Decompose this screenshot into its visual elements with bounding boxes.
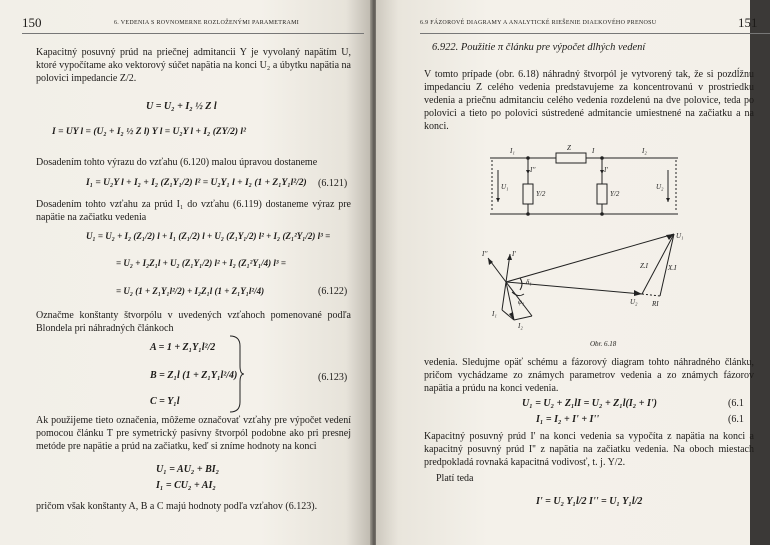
phasor-label-delta: δ₁ <box>526 278 532 286</box>
left-eq-e2: B = Z₁l (1 + Z₁Y₁l²/4) <box>150 370 238 381</box>
phasor-label-xi: X.I <box>668 264 677 272</box>
right-eq-b-number: (6.1 <box>728 414 744 425</box>
right-paragraph-1: V tomto prípade (obr. 6.18) náhradný štvorpól je vytvorený tak, že si pozdĺžnu impedanciu Z celého vedenia predstavujeme za koncentrovanú v prostriedku vedenia a priečnu admitanciu celého vedenia rozdelenú na dve polovice, teda po polovici a tieto po polovici sústredené admitancie umiestnené na začiatku a na konci. <box>424 69 754 132</box>
circuit-label-z: Z <box>567 144 571 152</box>
admittance-left <box>523 184 533 204</box>
circuit-label-i1: I₁ <box>510 147 515 155</box>
left-eq-e-number: (6.123) <box>318 372 348 383</box>
circuit-label-u1: U₁ <box>501 183 509 191</box>
circuit-label-i-prime: I' <box>604 166 608 174</box>
left-eq-d2: = U₂ + I₂Z₁l + U₂ (Z₁Y₁/2) l² + I₂ (Z₁²Y₁/4) l³ = <box>116 258 286 268</box>
circuit-label-y-right: Y/2 <box>610 190 620 198</box>
left-eq-d-number: (6.122) <box>318 286 348 297</box>
right-page <box>376 0 758 545</box>
left-page <box>0 0 372 545</box>
left-eq-f2: I₁ = CU₂ + AI₂ <box>156 480 216 491</box>
phasor-label-u1: U₁ <box>676 232 684 240</box>
left-eq-c-number: (6.121) <box>318 178 348 189</box>
phasor-label-ip: I' <box>512 250 516 258</box>
right-eq-c: I' = U₂ Y₁l/2 I'' = U₁ Y₁l/2 <box>536 496 643 507</box>
left-eq-d1: U₁ = U₂ + I₂ (Z₁/2) l + I₁ (Z₁/2) l + U₂ (Z₁Y₁/2) l² + I₂ (Z₁²Y₁/2) l³ = <box>86 231 331 241</box>
left-paragraph-5: Ak použijeme tieto označenia, môžeme označovať vzťahy pre výpočet vedení pomocou článku T pre symetrický pasívny štvorpól podobne ako pri presnej metóde pre napätie a prúd na začiatku, keď si zníme hodnoty na konci <box>36 415 351 452</box>
right-running-header <box>420 13 770 34</box>
left-paragraph-4: Označme konštanty štvorpólu v uvedených vzťahoch pomenované podľa Blondela pri náhradných článkoch <box>36 310 351 334</box>
phasor-label-phi: φ₁ <box>518 298 525 306</box>
left-eq-b: I = UY l = (U₂ + I₂ ½ Z l) Y l = U₂Y l + I₂ (ZY/2) l² <box>52 127 246 137</box>
right-page-number: 151 <box>738 15 758 30</box>
left-eq-e3: C = Y₁l <box>150 396 180 407</box>
left-eq-brace <box>228 334 244 414</box>
impedance-z <box>556 153 586 163</box>
right-running-head: 6.9 FÁZOROVÉ DIAGRAMY A ANALYTICKÉ RIEŠENIE DIAĽKOVÉHO PRENOSU <box>420 20 657 26</box>
circuit-label-i-dprime: I'' <box>530 166 536 174</box>
right-paragraph-2: vedenia. Sledujme opäť schému a fázorový diagram tohto náhradného článku, pričom vychádzame zo známych parametrov vedenia a zo známych fázorov napätia a prúdu na konci vedenia. <box>424 357 754 394</box>
right-paragraph-4: Platí teda <box>436 473 474 484</box>
circuit-label-y-left: Y/2 <box>536 190 546 198</box>
admittance-right <box>597 184 607 204</box>
left-paragraph-2: Dosadením tohto výrazu do vzťahu (6.120) malou úpravou dostaneme <box>36 157 318 168</box>
left-eq-a: U = U₂ + I₂ ½ Z l <box>146 101 217 112</box>
phasor-label-i2: I₂ <box>518 322 523 330</box>
phasor-diagram <box>472 224 722 344</box>
right-eq-b: I₁ = I₂ + I' + I'' <box>536 414 599 425</box>
left-page-number: 150 <box>22 15 42 30</box>
right-paragraph-3: Kapacitný posuvný prúd I' na konci vedenia sa vypočíta z napätia na konci a kapacitný posuvný prúd I'' z napätia na začiatku vedenia. Na oboch miestach predpokladá rovnaká kapacitná vodivosť, t. j. Y/2. <box>424 431 754 468</box>
right-section-heading: 6.922. Použitie π článku pre výpočet dlhých vedení <box>432 42 646 53</box>
left-paragraph-6: pričom však konštanty A, B a C majú hodnoty podľa vzťahov (6.123). <box>36 501 318 512</box>
circuit-label-i2: I₂ <box>642 147 647 155</box>
left-eq-c: I₁ = U₂Y l + I₂ + I₂ (Z₁Y₁/2) l² = U₂Y₁ l + I₂ (1 + Z₁Y₁l²/2) <box>86 178 307 188</box>
phasor-label-i1: I₁ <box>492 310 497 318</box>
pi-circuit-diagram <box>482 140 686 222</box>
phasor-label-ipp: I'' <box>482 250 488 258</box>
left-paragraph-1: Kapacitný posuvný prúd na priečnej admitancii Y je vyvolaný napätím U, ktoré vypočítame ako vektorový súčet napätia na konci U₂ a úbytku napätia na polovici impedancie Z/2. <box>36 47 351 84</box>
left-running-head: 6. VEDENIA S ROVNOMERNE ROZLOŽENÝMI PARAMETRAMI <box>114 20 300 26</box>
circuit-label-i: I <box>592 147 595 155</box>
phasor-label-ri: RI <box>652 300 659 308</box>
right-eq-a-number: (6.1 <box>728 398 744 409</box>
circuit-label-u2: U₂ <box>656 183 664 191</box>
figure-caption: Obr. 6.18 <box>590 340 617 348</box>
right-eq-a: U₁ = U₂ + Z₁lI = U₂ + Z₁l(I₂ + I') <box>522 398 657 409</box>
left-running-header <box>22 13 364 34</box>
left-paragraph-3: Dosadením tohto vzťahu za prúd I₁ do vzťahu (6.119) dostaneme výraz pre napätie na začiatku vedenia <box>36 199 351 223</box>
phasor-label-u2: U₂ <box>630 298 638 306</box>
phasor-label-zi: Z.I <box>640 262 648 270</box>
left-eq-f1: U₁ = AU₂ + BI₂ <box>156 464 220 475</box>
left-eq-e1: A = 1 + Z₁Y₁l²/2 <box>150 342 216 353</box>
left-eq-d3: = U₂ (1 + Z₁Y₁l²/2) + I₂Z₁l (1 + Z₁Y₁l²/4) <box>116 286 265 296</box>
